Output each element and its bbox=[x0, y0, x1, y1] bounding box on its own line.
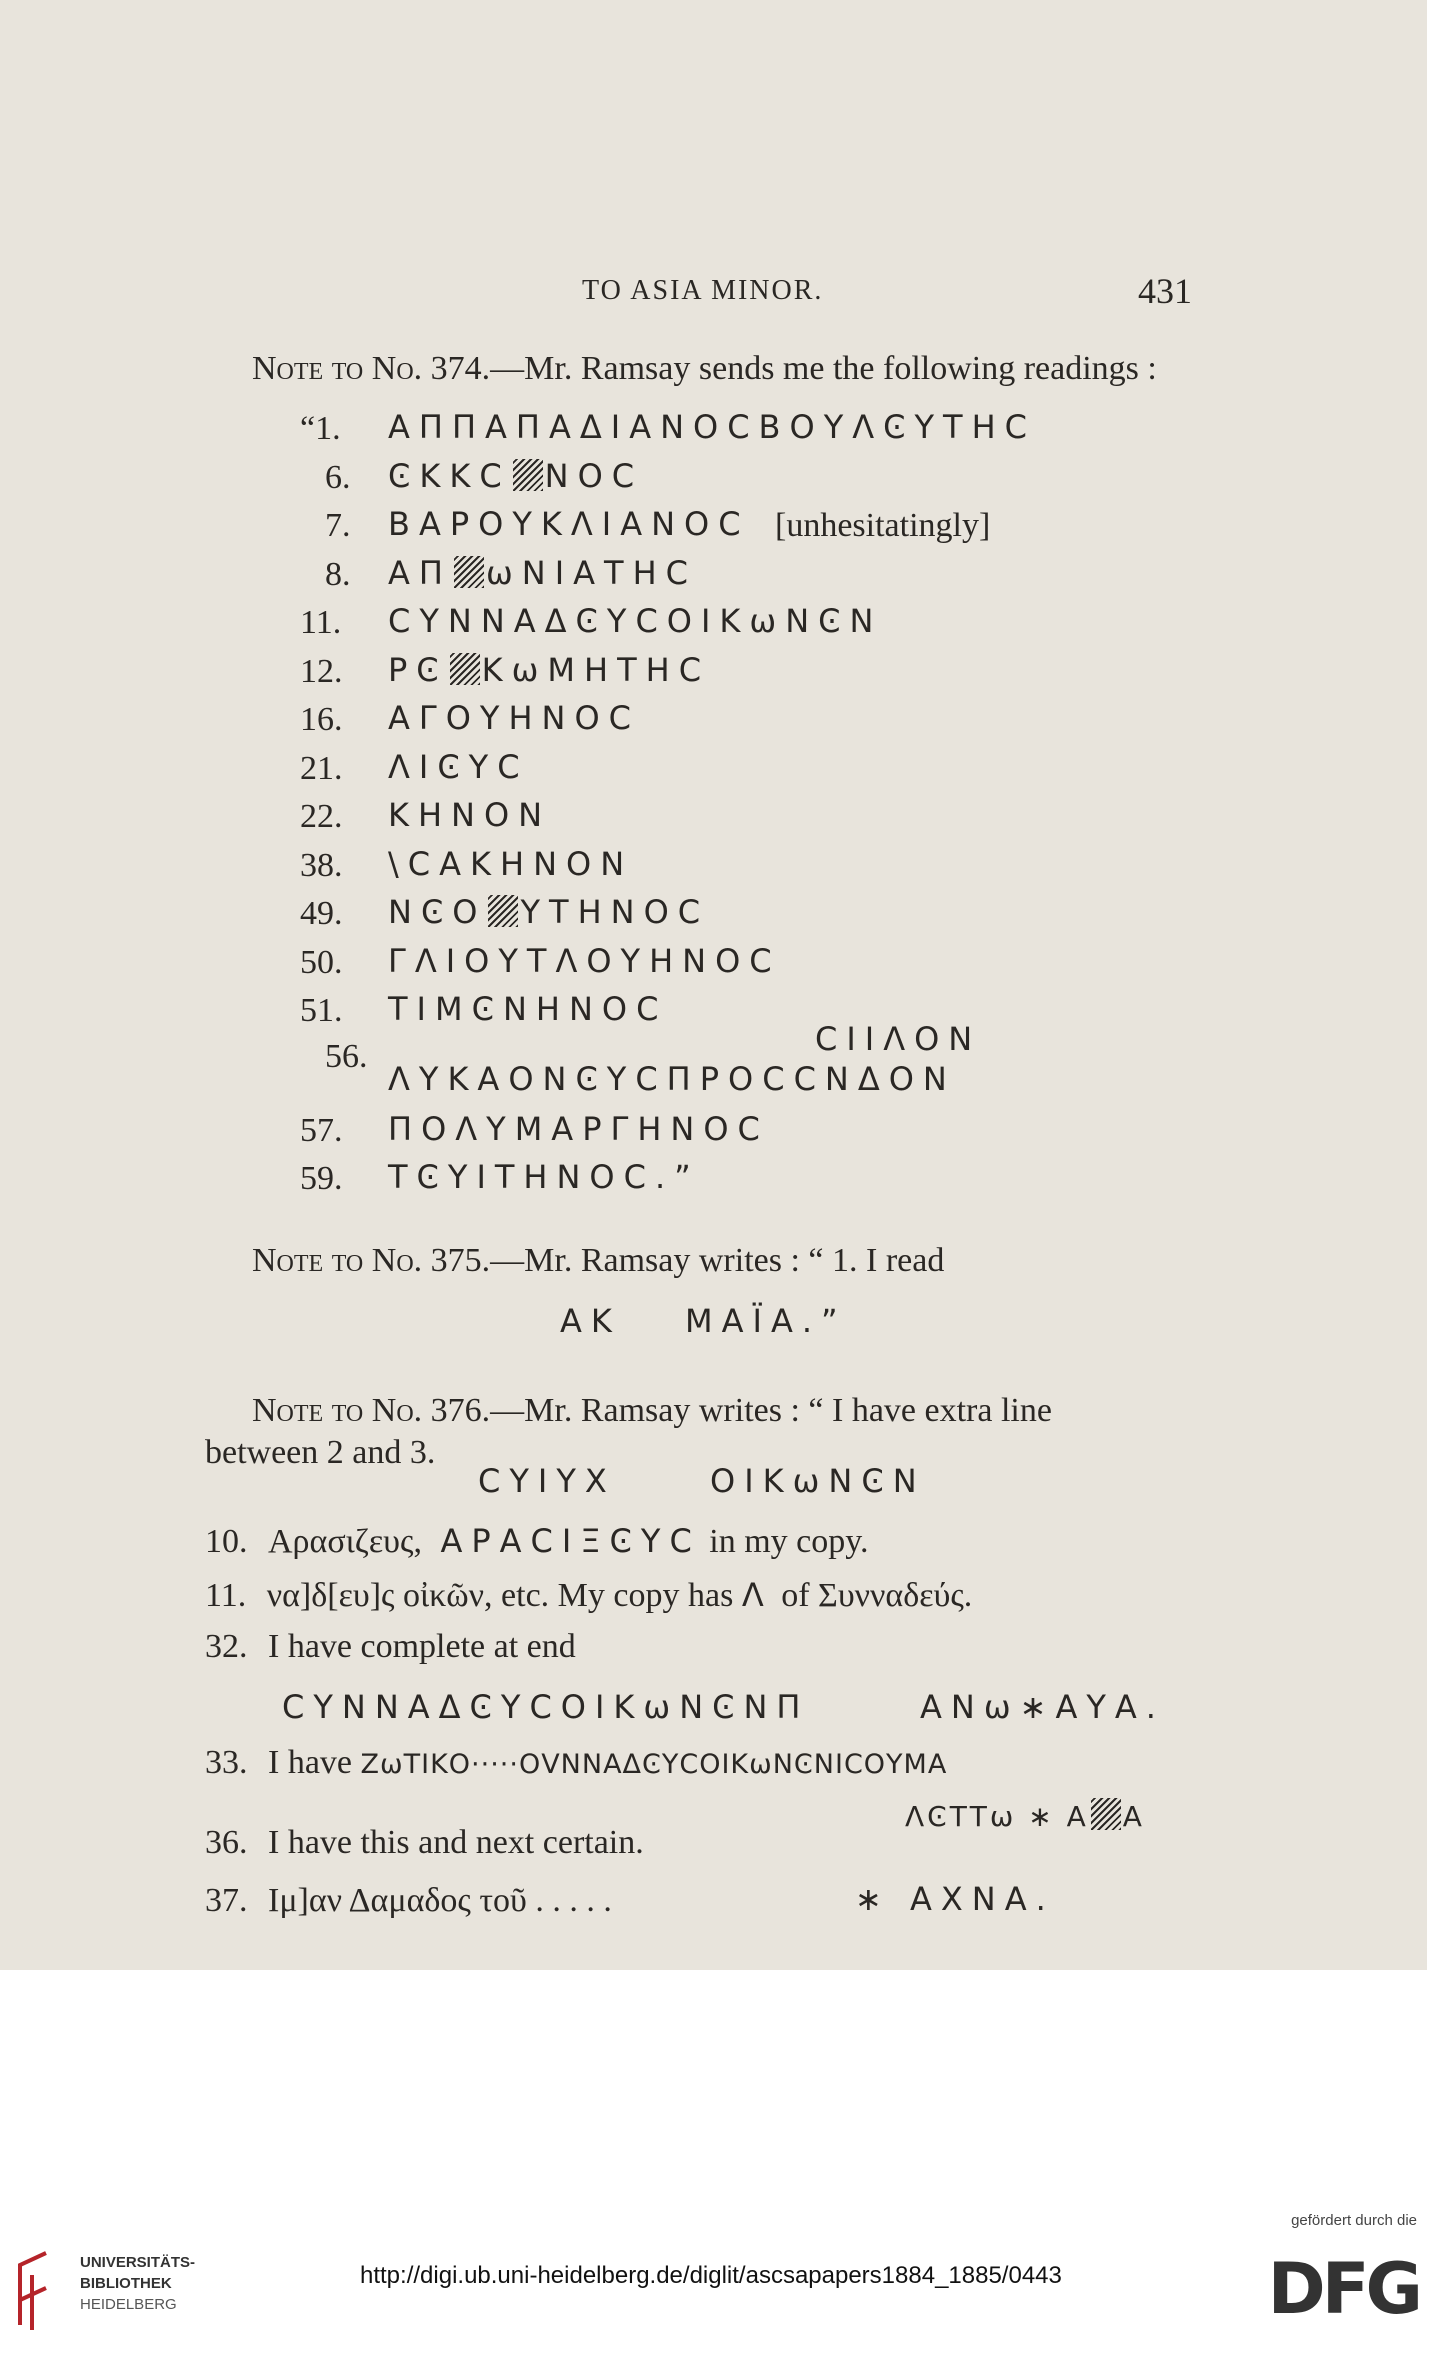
reading-num: 38. bbox=[300, 846, 343, 884]
reading-inscription: ΑΠΠΑΠΑΔΙΑΝΟϹΒΟΥΛϾΥΤΗϹ bbox=[388, 408, 1036, 446]
inscription-pre: ΝϾΟ bbox=[388, 893, 487, 931]
reading-inscription bbox=[388, 554, 697, 592]
inscription-pre: ΑΠ bbox=[388, 553, 452, 592]
inscription: Λ bbox=[741, 1576, 773, 1614]
reading-inscription-upper: ϹΙΙΛΟΝ bbox=[815, 1020, 982, 1058]
line-11 bbox=[205, 1576, 972, 1615]
reading-num: 8. bbox=[325, 555, 351, 593]
line-text: I have complete at end bbox=[268, 1628, 576, 1665]
reading-inscription bbox=[388, 457, 643, 495]
reading-inscription bbox=[388, 893, 709, 931]
reading-inscription: ΑΓΟΥΗΝΟϹ bbox=[388, 699, 640, 737]
reading-inscription: ΠΟΛΥΜΑΡΓΗΝΟϹ bbox=[388, 1110, 769, 1148]
inscription: ΑΡΑϹΙΞϾΥϹ bbox=[440, 1522, 701, 1560]
source-url-link[interactable]: http://digi.ub.uni-heidelberg.de/diglit/ascsapapers1884_1885/0443 bbox=[360, 2262, 1062, 2289]
greek-text: Αρασιζευς, bbox=[268, 1523, 422, 1560]
note-376-inscription-b: ΟΙΚωΝϾΝ bbox=[710, 1462, 926, 1500]
line-text: I have bbox=[268, 1744, 353, 1781]
library-line-1: UNIVERSITÄTS- bbox=[80, 2254, 196, 2271]
inscription-pre: ΡϾ bbox=[388, 650, 448, 689]
note-375-inscription-b: ΜΑΪΑ.” bbox=[685, 1302, 847, 1340]
line-33 bbox=[205, 1744, 947, 1782]
line-32-inscription-b: ΑΝω∗ΑΥΑ. bbox=[920, 1688, 1165, 1726]
lacuna-hatch-icon bbox=[450, 653, 480, 685]
line-text-b: of Συνναδεύς. bbox=[781, 1577, 973, 1614]
reading-inscription-lower: ΛΥΚΑΟΝϾΥϹΠΡΟϹϹΝΔΟΝ bbox=[388, 1060, 956, 1098]
inscription-pre: ϾΚΚϹ bbox=[388, 456, 511, 495]
inscription-post: ΚωΜΗΤΗϹ bbox=[481, 650, 711, 689]
funded-by-label: gefördert durch die bbox=[1291, 2212, 1417, 2229]
inscription: ΖωΤΙΚΟ·····ΟVΝΝΑΔϾΥϹΟΙΚωΝϾΝΙϹΟΥΜΑ bbox=[360, 1749, 948, 1780]
lacuna-hatch-icon bbox=[513, 459, 543, 491]
page-number: 431 bbox=[1138, 271, 1192, 311]
note-376-inscription-a: ϹΥΙΥΧ bbox=[478, 1462, 616, 1500]
line-text: να]δ[ευ]ς οἰκῶν, etc. My copy has bbox=[266, 1577, 734, 1614]
reading-note: [unhesitatingly] bbox=[775, 507, 991, 544]
line-10 bbox=[205, 1522, 869, 1561]
reading-num: 12. bbox=[300, 652, 343, 690]
reading-inscription: ΒΑΡΟΥΚΛΙΑΝΟϹ bbox=[388, 505, 750, 543]
lacuna-hatch-icon bbox=[454, 556, 484, 588]
reading-inscription: ΚΗΝΟΝ bbox=[388, 796, 552, 834]
reading-inscription: ΤΙΜϾΝΗΝΟϹ bbox=[388, 990, 668, 1028]
reading-num: 7. bbox=[325, 507, 351, 544]
note-375-text: —Mr. Ramsay writes : “ 1. I read bbox=[490, 1242, 945, 1279]
reading-inscription: \ϹΑΚΗΝΟΝ bbox=[388, 844, 634, 883]
note-376-text: —Mr. Ramsay writes : “ I have extra line bbox=[490, 1392, 1052, 1429]
reading-inscription: ΤϾΥΙΤΗΝΟϹ.” bbox=[388, 1158, 700, 1196]
reading-num: 51. bbox=[300, 992, 343, 1029]
line-37-inscription: ∗ ΑΧΝΑ. bbox=[855, 1880, 1055, 1918]
line-32-inscription: ϹΥΝΝΑΔϾΥϹΟΙΚωΝϾΝΠ bbox=[282, 1688, 810, 1726]
note-375 bbox=[252, 1242, 944, 1280]
line-37 bbox=[205, 1882, 612, 1920]
inscription-post: ΥΤΗΝΟϹ bbox=[520, 893, 710, 931]
reading-num: 22. bbox=[300, 798, 343, 835]
page-edge bbox=[1427, 0, 1437, 1970]
reading-num: “1. bbox=[300, 410, 341, 447]
reading-inscription bbox=[388, 651, 710, 689]
inscription-pre: ΛϾΤΤω ∗ Α bbox=[905, 1800, 1089, 1833]
lacuna-hatch-icon bbox=[1091, 1798, 1121, 1830]
running-title: TO ASIA MINOR. bbox=[582, 275, 824, 306]
line-num: 37. bbox=[205, 1882, 248, 1919]
note-374-head: Note to No. 374. bbox=[252, 350, 491, 387]
reading-num: 59. bbox=[300, 1160, 343, 1197]
library-logo-icon bbox=[12, 2245, 54, 2335]
line-33-continuation bbox=[905, 1798, 1145, 1833]
reading-num: 57. bbox=[300, 1112, 343, 1149]
reading-num: 11. bbox=[300, 604, 342, 641]
line-text: in my copy. bbox=[709, 1523, 869, 1560]
greek-text: Ιμ]αν Δαμαδος τοῦ . . . . . bbox=[268, 1882, 612, 1919]
reading-num: 56. bbox=[325, 1038, 368, 1075]
note-375-inscription-a: ΑΚ bbox=[560, 1302, 621, 1340]
inscription-post: Α bbox=[1122, 1800, 1145, 1833]
reading-num: 50. bbox=[300, 943, 343, 981]
note-376-head: Note to No. 376. bbox=[252, 1392, 491, 1429]
digitization-footer bbox=[0, 1970, 1437, 2379]
dfg-logo: DFG bbox=[1267, 2248, 1419, 2330]
reading-inscription: ΓΛΙΟΥΤΛΟΥΗΝΟϹ bbox=[388, 941, 781, 980]
note-375-head: Note to No. 375. bbox=[252, 1242, 491, 1279]
note-376-text-2: between 2 and 3. bbox=[205, 1434, 436, 1471]
reading-inscription: ΛΙϾΥϹ bbox=[388, 747, 529, 786]
line-num: 10. bbox=[205, 1523, 248, 1560]
reading-inscription: ϹΥΝΝΑΔϾΥϹΟΙΚωΝϾΝ bbox=[388, 602, 883, 640]
note-374-text: —Mr. Ramsay sends me the following readings : bbox=[490, 350, 1157, 387]
line-36 bbox=[205, 1824, 644, 1862]
reading-num: 49. bbox=[300, 895, 343, 932]
note-374-intro bbox=[252, 350, 1157, 388]
inscription-post: ΝΟϹ bbox=[544, 456, 644, 495]
reading-num: 6. bbox=[325, 458, 351, 496]
line-num: 32. bbox=[205, 1628, 248, 1665]
reading-num: 21. bbox=[300, 749, 343, 787]
note-376 bbox=[252, 1392, 1052, 1430]
lacuna-hatch-icon bbox=[488, 895, 518, 927]
library-line-2: BIBLIOTHEK bbox=[80, 2275, 172, 2292]
line-num: 11. bbox=[205, 1577, 247, 1614]
library-name bbox=[80, 2252, 195, 2315]
library-line-3: HEIDELBERG bbox=[80, 2296, 177, 2313]
reading-num: 16. bbox=[300, 701, 343, 738]
line-num: 36. bbox=[205, 1824, 248, 1861]
line-32 bbox=[205, 1628, 576, 1666]
inscription-post: ωΝΙΑΤΗϹ bbox=[485, 553, 697, 592]
line-text: I have this and next certain. bbox=[268, 1824, 644, 1861]
line-num: 33. bbox=[205, 1744, 248, 1781]
